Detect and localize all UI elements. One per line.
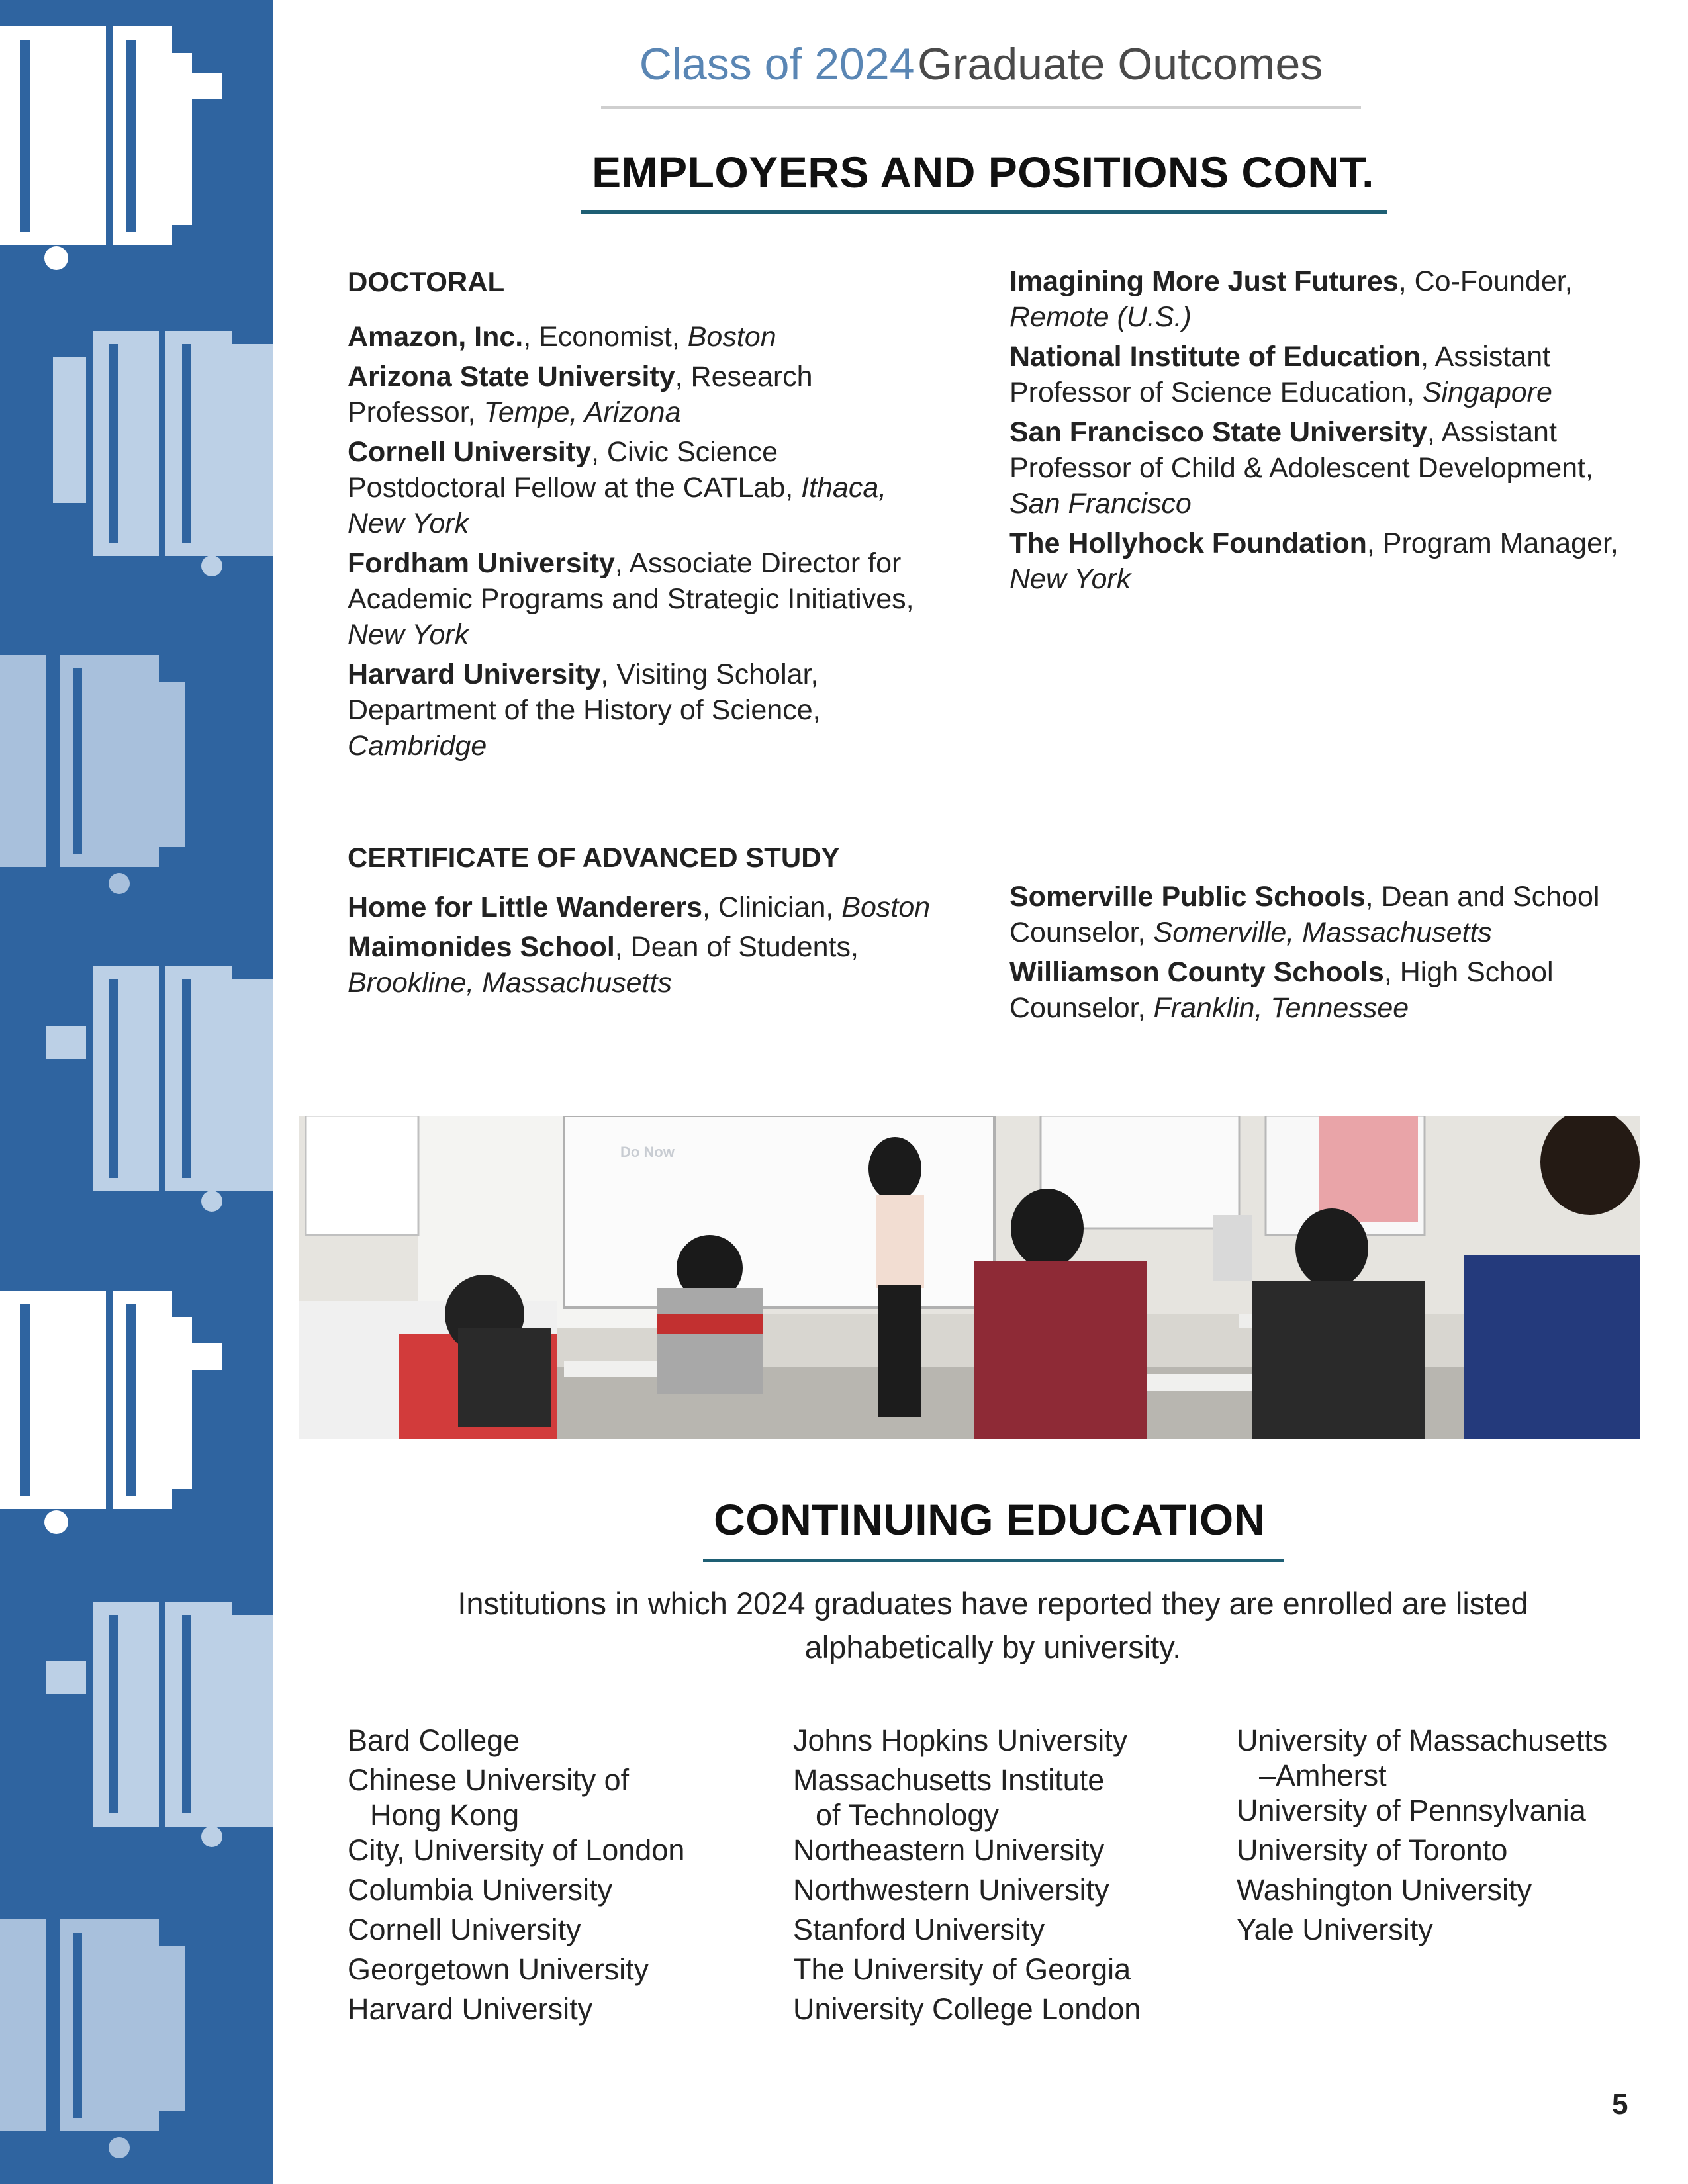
list-item: Harvard University	[348, 1992, 593, 2026]
list-item: Williamson County Schools, High School Counselor, Franklin, Tennessee	[1009, 956, 1554, 1024]
whiteboard-text: Do Now	[620, 1144, 675, 1160]
doctoral-label: DOCTORAL	[348, 266, 505, 297]
cas-right-list	[1009, 879, 1645, 1030]
list-item: Chinese University of Hong Kong	[348, 1763, 630, 1832]
institutions-col-3	[1237, 1721, 1607, 1950]
list-item: San Francisco State University, Assistant Professor of Child & Adolescent Development, San Francisco	[1009, 416, 1593, 520]
list-item: Bard College	[348, 1723, 520, 1757]
list-item: Northwestern University	[793, 1873, 1109, 1907]
list-item: City, University of London	[348, 1833, 685, 1867]
open-book-icon	[0, 13, 273, 278]
list-item: Stanford University	[793, 1913, 1045, 1946]
list-item: The University of Georgia	[793, 1952, 1131, 1986]
open-book-icon	[0, 1899, 273, 2164]
cas-left-list	[348, 889, 943, 1005]
continuing-title-underline	[703, 1559, 1284, 1562]
sidebar-decoration	[0, 0, 273, 2184]
list-item: Northeastern University	[793, 1833, 1105, 1867]
list-item: The Hollyhock Foundation, Program Manager, New York	[1009, 527, 1618, 595]
doctoral-right-list	[1009, 263, 1645, 601]
list-item: Cornell University, Civic Science Postdoctoral Fellow at the CATLab, Ithaca, New York	[348, 436, 887, 539]
continuing-education-title: CONTINUING EDUCATION	[714, 1495, 1266, 1544]
open-book-icon	[0, 1588, 273, 1853]
page-header	[601, 38, 1361, 90]
list-item: Johns Hopkins University	[793, 1723, 1128, 1757]
header-divider	[601, 106, 1361, 109]
list-item: University College London	[793, 1992, 1141, 2026]
employers-title: EMPLOYERS AND POSITIONS CONT.	[592, 148, 1374, 197]
classroom-photo-illustration	[299, 1116, 1640, 1439]
continuing-intro: Institutions in which 2024 graduates have reported they are enrolled are listed alphabetically by university.	[457, 1586, 1528, 1664]
list-item: Somerville Public Schools, Dean and School Counselor, Somerville, Massachusetts	[1009, 881, 1600, 948]
list-item: Fordham University, Associate Director for Academic Programs and Strategic Initiatives, New York	[348, 547, 914, 651]
list-item: National Institute of Education, Assistant Professor of Science Education, Singapore	[1009, 341, 1552, 408]
open-book-icon	[0, 953, 273, 1218]
institutions-col-1	[348, 1721, 684, 2029]
cas-label: CERTIFICATE OF ADVANCED STUDY	[348, 842, 840, 873]
list-item: Arizona State University, Research Professor, Tempe, Arizona	[348, 361, 813, 428]
list-item: Harvard University, Visiting Scholar, Department of the History of Science, Cambridge	[348, 659, 821, 762]
list-item: Cornell University	[348, 1913, 581, 1946]
doctoral-left-list	[348, 319, 943, 768]
list-item: University of Pennsylvania	[1237, 1794, 1586, 1827]
list-item: University of Massachusetts –Amherst	[1237, 1723, 1608, 1792]
page-number: 5	[1612, 2088, 1628, 2120]
list-item: Home for Little Wanderers, Clinician, Boston	[348, 891, 931, 923]
open-book-icon	[0, 1277, 273, 1542]
list-item: Imagining More Just Futures, Co-Founder, Remote (U.S.)	[1009, 265, 1573, 333]
employers-title-underline	[581, 210, 1387, 214]
open-book-icon	[0, 318, 273, 582]
list-item: Columbia University	[348, 1873, 613, 1907]
classroom-photo	[299, 1116, 1640, 1439]
list-item: Washington University	[1237, 1873, 1532, 1907]
list-item: Massachusetts Institute of Technology	[793, 1763, 1105, 1832]
list-item: University of Toronto	[1237, 1833, 1508, 1867]
list-item: Yale University	[1237, 1913, 1433, 1946]
header-year: Class of 2024	[639, 39, 915, 89]
open-book-icon	[0, 635, 273, 900]
header-title: Graduate Outcomes	[917, 39, 1323, 89]
institutions-col-2	[793, 1721, 1141, 2029]
list-item: Amazon, Inc., Economist, Boston	[348, 321, 776, 353]
list-item: Georgetown University	[348, 1952, 649, 1986]
list-item: Maimonides School, Dean of Students, Brookline, Massachusetts	[348, 931, 859, 999]
